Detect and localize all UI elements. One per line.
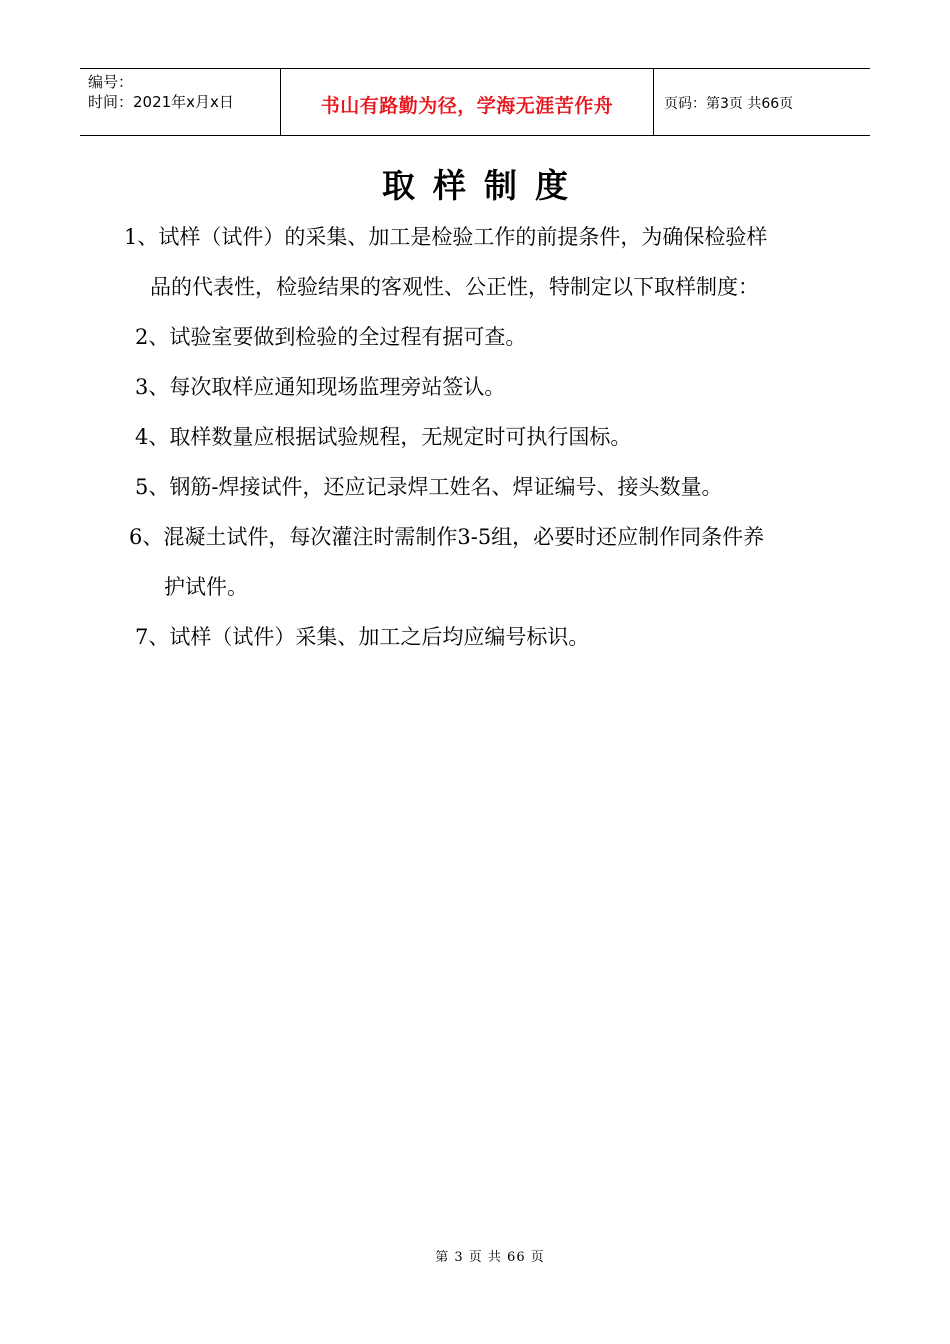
document-time: 时间：2021年x月x日 (88, 93, 234, 111)
document-number-label: 编号： (88, 73, 134, 91)
list-item: 3、每次取样应通知现场监理旁站签认。 (135, 375, 506, 399)
list-item: 7、试样（试件）采集、加工之后均应编号标识。 (135, 625, 590, 649)
list-item: 1、试样（试件）的采集、加工是检验工作的前提条件，为确保检验样 (124, 225, 768, 249)
list-item: 护试件。 (164, 575, 248, 599)
list-item: 品的代表性，检验结果的客观性、公正性，特制定以下取样制度： (150, 275, 759, 299)
page-title: 取样制度 (382, 166, 586, 205)
list-item: 6、混凝土试件，每次灌注时需制作3-5组，必要时还应制作同条件养 (129, 525, 765, 549)
header-motto: 书山有路勤为径，学海无涯苦作舟 (281, 69, 654, 135)
header-meta (80, 69, 281, 135)
header-page-info: 页码：第3页 共66页 (664, 96, 794, 112)
page-footer: 第 3 页 共 66 页 (435, 1250, 545, 1265)
page-header (80, 68, 870, 136)
list-item: 5、钢筋-焊接试件，还应记录焊工姓名、焊证编号、接头数量。 (135, 475, 723, 499)
list-item: 2、试验室要做到检验的全过程有据可查。 (135, 325, 527, 349)
list-item: 4、取样数量应根据试验规程，无规定时可执行国标。 (135, 425, 632, 449)
